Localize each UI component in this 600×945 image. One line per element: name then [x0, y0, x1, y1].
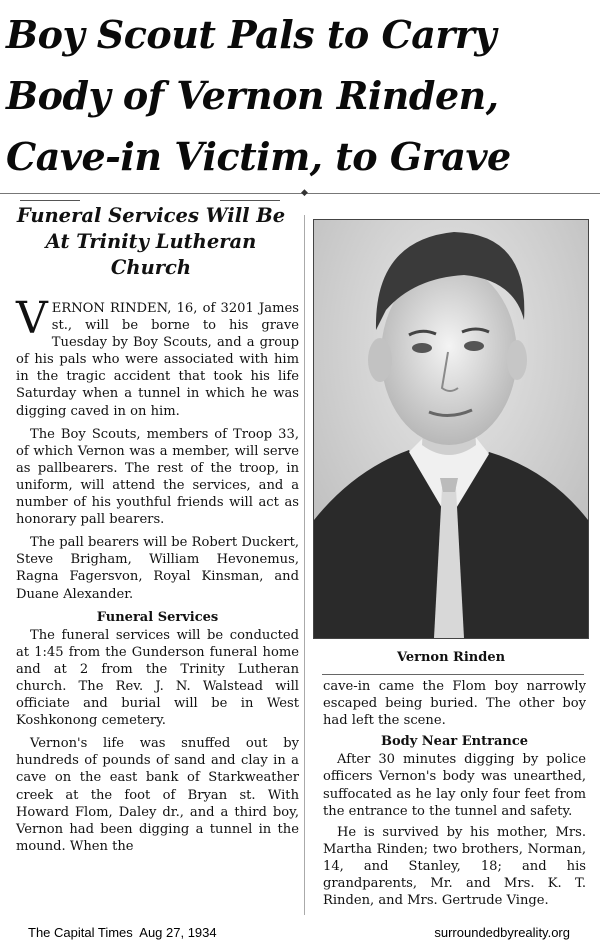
site-credit: surroundedbyreality.org [434, 925, 570, 940]
article-paragraph: After 30 minutes digging by police officers Vernon's body was unearthed, suffocated as he lay only four feet from the entrance to the tunnel and safety. [323, 752, 586, 819]
article-paragraph: The Boy Scouts, members of Troop 33, of which Vernon was a member, will serve as pallbearers. The rest of the troop, in uniform, will attend the services, and a number of his youthful friends will act as honorary pall bearers. [16, 426, 299, 528]
drop-cap: V [16, 293, 48, 344]
headline: Boy Scout Pals to Carry Body of Vernon Rinden, Cave-in Victim, to Grave [6, 12, 511, 179]
continuation-paragraph: cave-in came the Flom boy narrowly escaped being buried. The other boy had left the scene. [323, 679, 586, 729]
caption-divider [322, 674, 584, 675]
article-column-right [323, 678, 586, 913]
subhead-rule-left [20, 200, 80, 201]
article-paragraph: The funeral services will be conducted at 1:45 from the Gunderson funeral home and at 2 from the Trinity Lutheran church. The Rev. J. N. Walstead will officiate and burial will be in West Koshkonong cemetery. [16, 627, 299, 729]
portrait-photo [313, 219, 589, 639]
lead-paragraph [16, 293, 299, 420]
portrait-image [314, 220, 588, 638]
source-credit: The Capital Times Aug 27, 1934 [28, 925, 217, 940]
photo-caption: Vernon Rinden [396, 650, 506, 665]
section-heading: Body Near Entrance [380, 734, 529, 750]
column-divider [304, 215, 305, 915]
article-column-left [16, 293, 299, 861]
headline-divider [0, 193, 600, 194]
article-paragraph: Vernon's life was snuffed out by hundreds of pounds of sand and clay in a cave on the east bank of Starkweather creek at the foot of Bryan st. With Howard Flom, Daley dr., and a third boy, Vernon had been digging a tunnel in the mound. When the [16, 736, 299, 854]
subheadline: Funeral Services Will Be At Trinity Lutheran Church [16, 204, 286, 279]
divider-ornament: ◆ [301, 188, 308, 198]
article-paragraph: The pall bearers will be Robert Duckert, Steve Brigham, William Hevonemus, Ragna Fagersvon, Royal Kinsman, and Duane Alexander. [16, 535, 299, 602]
subhead-rule-right [220, 200, 280, 201]
article-paragraph: He is survived by his mother, Mrs. Martha Rinden; two brothers, Norman, 14, and Stanley, 18; and his grandparents, Mr. and Mrs. K. T. Rinden, and Mrs. Gertrude Vinge. [323, 824, 586, 909]
lead-text: ERNON RINDEN, 16, of 3201 James st., will be borne to his grave Tuesday by Boy Scouts, and a group of his pals who were associated with him in the tragic accident that took his life Saturday when a tunnel in which he was digging caved in on him. [16, 301, 299, 419]
section-heading: Funeral Services [96, 609, 219, 625]
